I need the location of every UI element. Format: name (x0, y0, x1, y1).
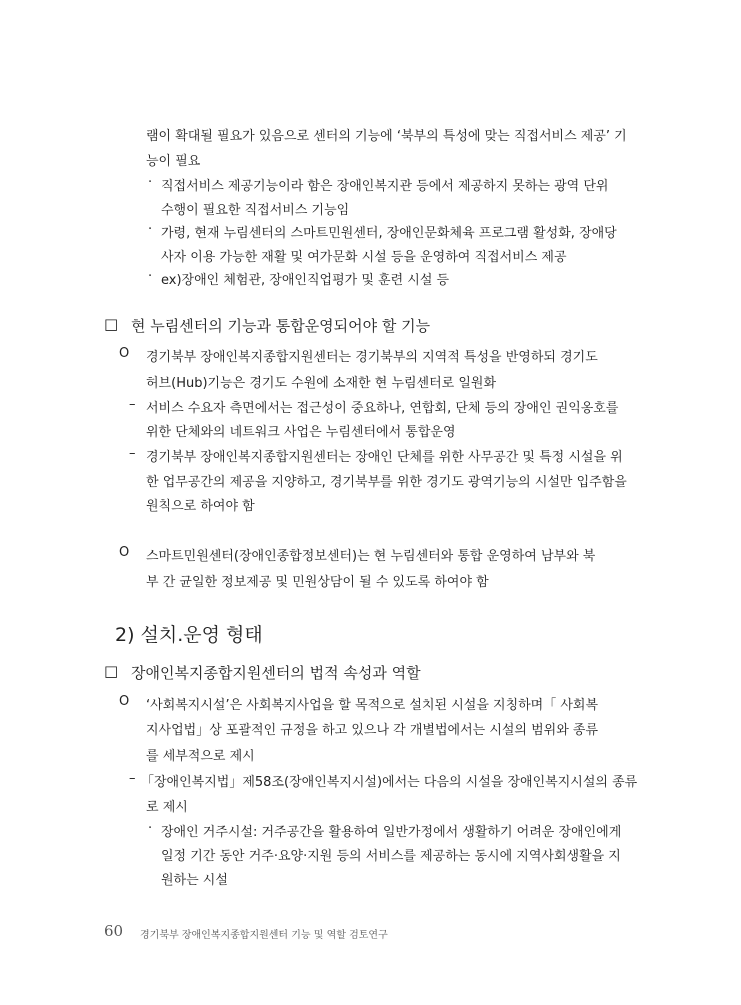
text-line: 허브(Hub)기능은 경기도 수원에 소재한 현 누림센터로 일원화 (146, 376, 497, 391)
text-line: 를 세부적으로 제시 (146, 749, 255, 764)
text-line: ex)장애인 체험관, 장애인직업평가 및 훈련 시설 등 (161, 273, 450, 288)
text-line: 스마트민원센터(장애인종합정보센터)는 현 누림센터와 통합 운영하여 남부와 북 (146, 549, 596, 564)
bullet-marker: · (148, 821, 153, 836)
text-line: 부 간 균일한 정보제공 및 민원상담이 될 수 있도록 하여야 함 (146, 575, 489, 590)
dash-marker: – (129, 771, 136, 786)
checkbox-marker: □ (104, 315, 119, 333)
text-line: 원하는 시설 (161, 873, 228, 888)
footer-title: 경기북부 장애인복지종합지원센터 기능 및 역할 검토연구 (140, 930, 388, 941)
text-line: 능이 필요 (146, 154, 201, 169)
text-line: 가령, 현재 누림센터의 스마트민원센터, 장애인문화체육 프로그램 활성화, 장애당 (161, 226, 617, 241)
text-line: 로 제시 (146, 800, 188, 815)
circle-marker: O (119, 545, 130, 560)
text-line: 램이 확대될 필요가 있음으로 센터의 기능에 ‘북부의 특성에 맞는 직접서비스 제공’ 기 (146, 129, 627, 144)
text-line: 원칙으로 하여야 함 (146, 499, 255, 514)
dash-marker: – (129, 397, 136, 412)
text-line: 위한 단체와의 네트워크 사업은 누림센터에서 통합운영 (146, 425, 456, 440)
circle-marker: O (119, 346, 130, 361)
text-line: 장애인 거주시설: 거주공간을 활용하여 일반가정에서 생활하기 어려운 장애인에게 (161, 825, 622, 840)
bullet-marker: · (148, 222, 153, 237)
text-line: 직접서비스 제공기능이라 함은 장애인복지관 등에서 제공하지 못하는 광역 단위 (161, 179, 609, 194)
subheading: 장애인복지종합지원센터의 법적 속성과 역할 (131, 664, 421, 682)
text-line: 경기북부 장애인복지종합지원센터는 장애인 단체를 위한 사무공간 및 특정 시설을 위 (146, 450, 623, 465)
dash-marker: – (129, 446, 136, 461)
text-line: 경기북부 장애인복지종합지원센터는 경기북부의 지역적 특성을 반영하되 경기도 (146, 350, 598, 365)
text-line: 사자 이용 가능한 재활 및 여가문화 시설 등을 운영하여 직접서비스 제공 (161, 250, 567, 265)
text-line: 한 업무공간의 제공을 지양하고, 경기북부를 위한 경기도 광역기능의 시설만 입주함을 (146, 475, 627, 490)
text-line: 일정 기간 동안 거주·요양·지원 등의 서비스를 제공하는 동시에 지역사회생활을 지 (161, 849, 621, 864)
section-title: 2) 설치.운영 형태 (115, 624, 263, 646)
checkbox-marker: □ (104, 662, 119, 680)
subheading: 현 누림센터의 기능과 통합운영되어야 할 기능 (131, 317, 431, 335)
bullet-marker: · (148, 269, 153, 284)
text-line: 「장애인복지법」제58조(장애인복지시설)에서는 다음의 시설을 장애인복지시설의 종류 (141, 775, 638, 790)
text-line: 서비스 수요자 측면에서는 접근성이 중요하나, 연합회, 단체 등의 장애인 권익옹호를 (146, 401, 619, 416)
bullet-marker: · (148, 175, 153, 190)
circle-marker: O (119, 694, 130, 709)
text-line: 지사업법」상 포괄적인 규정을 하고 있으나 각 개별법에서는 시설의 범위와 종류 (146, 723, 599, 738)
text-line: 수행이 필요한 직접서비스 기능임 (161, 203, 350, 218)
text-line: ‘사회복지시설’은 사회복지사업을 할 목적으로 설치된 시설을 지칭하며「 사회복 (146, 698, 599, 713)
page-number: 60 (104, 922, 124, 940)
